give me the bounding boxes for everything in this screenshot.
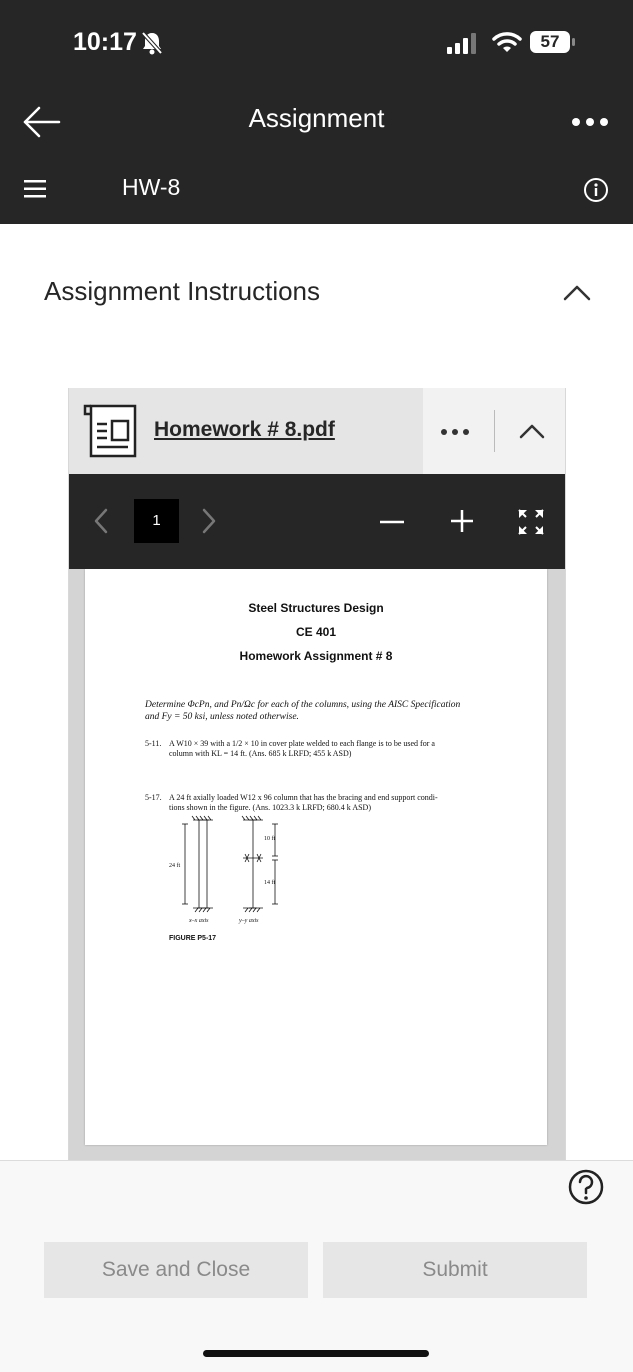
section-title: Assignment Instructions [44, 276, 321, 306]
label-y-axis: y–y axis [239, 918, 259, 924]
divider [494, 410, 495, 452]
info-icon[interactable] [583, 177, 609, 203]
label-x-axis: x–x axis [189, 918, 209, 924]
attachment-more-icon[interactable] [439, 422, 471, 442]
fullscreen-icon[interactable] [516, 507, 546, 537]
previous-page-icon[interactable] [89, 506, 113, 536]
pdf-page [85, 569, 547, 1145]
status-time: 10:17 [73, 28, 137, 56]
top-bar [0, 0, 633, 224]
attachment-filename-link[interactable]: Homework # 8.pdf [154, 418, 335, 441]
label-14ft: 14 ft [264, 880, 276, 886]
pdf-problem: 5-11. A W10 × 39 with a 1/2 × 10 in cover plate welded to each flange is to be used for a column with KL = 14 ft. (Ans. 685 k LRFD; 455 k ASD) [145, 739, 435, 758]
attachment-actions [423, 388, 565, 474]
document-icon [83, 402, 139, 460]
pdf-problem: 5-17. A 24 ft axially loaded W12 x 96 column that has the bracing and end support condi- tions shown in the figure. (Ans. 1023.3 k LRFD; 680.4 k ASD) [145, 793, 438, 812]
more-options-icon[interactable] [570, 112, 610, 132]
hamburger-menu-icon[interactable] [22, 175, 50, 203]
save-and-close-button[interactable]: Save and Close [44, 1242, 308, 1298]
label-10ft: 10 ft [264, 836, 276, 842]
zoom-out-icon[interactable] [377, 507, 407, 537]
pdf-course: CE 401 [295, 625, 337, 639]
battery-level: 57 [540, 32, 560, 51]
bottom-action-bar [0, 1160, 633, 1372]
pdf-title: Steel Structures Design [248, 601, 384, 615]
signal-icon [447, 32, 481, 54]
pdf-subtitle: Homework Assignment # 8 [239, 649, 393, 663]
attachment-card [68, 388, 566, 1160]
label-24ft: 24 ft [169, 863, 181, 869]
bell-muted-icon [140, 30, 164, 56]
pdf-viewer-toolbar [69, 474, 565, 569]
attachment-collapse-icon[interactable] [517, 418, 547, 444]
wifi-icon [492, 30, 522, 54]
course-title: HW-8 [122, 174, 181, 200]
figure-caption: FIGURE P5-17 [169, 935, 217, 942]
next-page-icon[interactable] [197, 506, 221, 536]
attachment-header [69, 388, 423, 474]
battery-icon [530, 31, 578, 58]
home-indicator [203, 1350, 429, 1357]
pdf-intro: Determine ΦcPn, and Pn/Ωc for each of the columns, using the AISC Specification and Fy = 50 ksi, unless noted otherwise. [145, 700, 461, 722]
chevron-up-icon[interactable] [562, 280, 592, 306]
help-icon[interactable] [566, 1167, 606, 1207]
submit-button[interactable]: Submit [323, 1242, 587, 1298]
pdf-viewer[interactable] [69, 569, 565, 1160]
page-title: Assignment [248, 103, 385, 133]
page-number-input[interactable]: 1 [134, 499, 179, 543]
column-figure [165, 814, 295, 934]
zoom-in-icon[interactable] [447, 506, 477, 536]
